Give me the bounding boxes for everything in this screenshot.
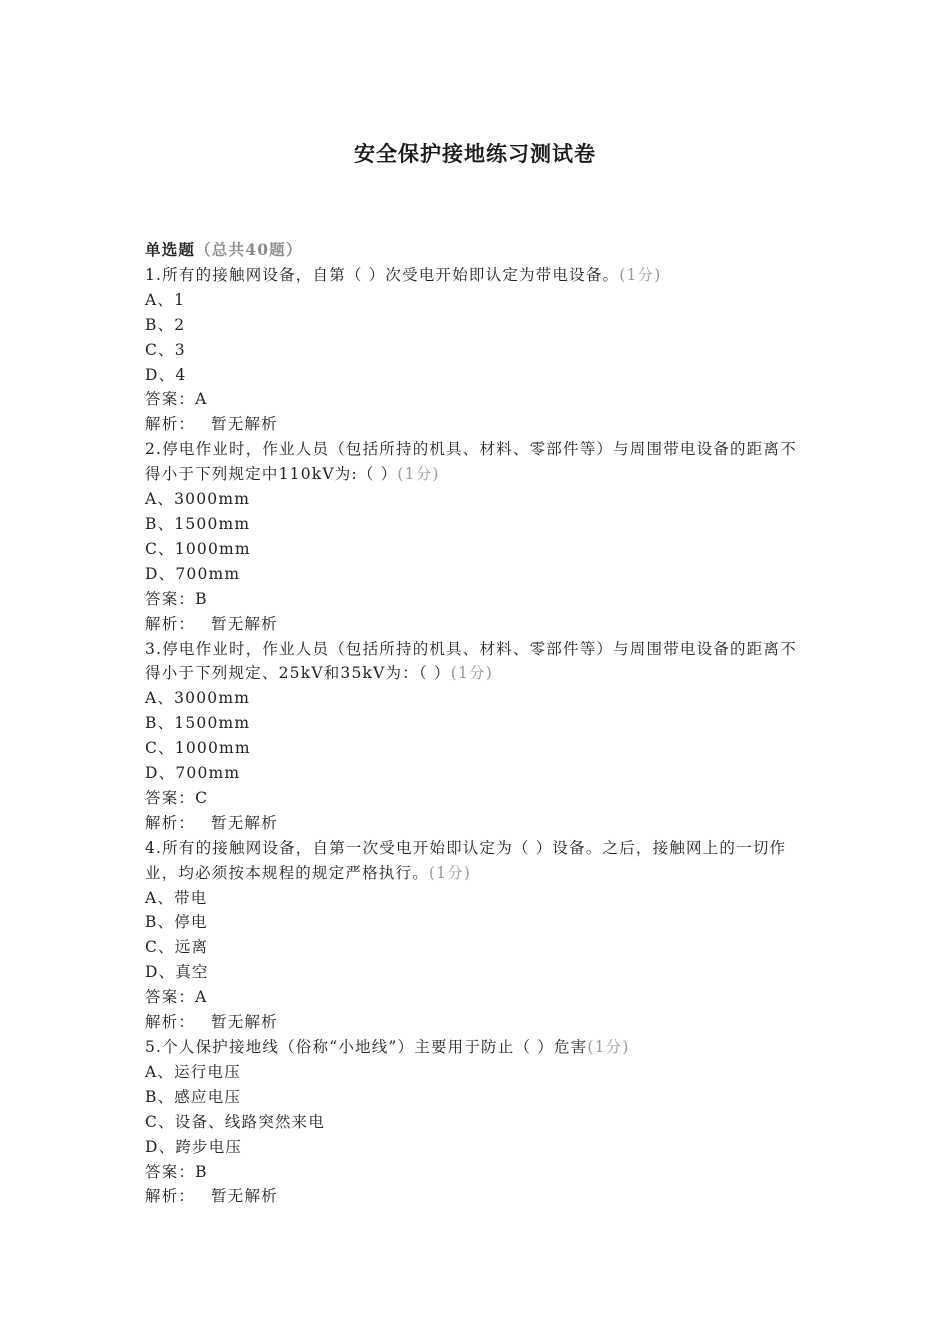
analysis-line bbox=[145, 612, 810, 637]
answer-value: A bbox=[195, 390, 208, 409]
question-score: (1分) bbox=[397, 465, 440, 484]
analysis-label: 解析： bbox=[145, 415, 196, 434]
option-d: D、700mm bbox=[145, 764, 241, 783]
analysis-label: 解析： bbox=[145, 614, 196, 633]
option-a: A、1 bbox=[145, 290, 186, 309]
answer-line bbox=[145, 587, 810, 612]
document-title: 安全保护接地练习测试卷 bbox=[354, 141, 596, 166]
answer-label: 答案： bbox=[145, 788, 196, 807]
option-d: D、4 bbox=[145, 365, 187, 384]
answer-line bbox=[145, 786, 810, 811]
question-list bbox=[145, 238, 810, 1209]
option-c: C、远离 bbox=[145, 938, 209, 957]
option-a: A、带电 bbox=[145, 888, 208, 907]
answer-label: 答案： bbox=[145, 390, 196, 409]
analysis-value: 暂无解析 bbox=[211, 614, 278, 633]
question-block bbox=[145, 263, 810, 437]
section-header bbox=[145, 238, 810, 263]
question-stem: 2.停电作业时，作业人员（包括所持的机具、材料、零部件等）与周围带电设备的距离不得小于下列规定中110kV为:（ ） bbox=[145, 440, 797, 484]
question-block bbox=[145, 1035, 810, 1209]
question-stem: 5.个人保护接地线（俗称“小地线”）主要用于防止（ ）危害 bbox=[145, 1038, 588, 1056]
answer-value: B bbox=[195, 589, 208, 608]
section-count: （总共40题） bbox=[195, 240, 303, 259]
analysis-value: 暂无解析 bbox=[211, 415, 278, 434]
analysis-value: 暂无解析 bbox=[211, 1013, 278, 1032]
option-a: A、3000mm bbox=[145, 689, 251, 708]
question-score: (1分) bbox=[587, 1038, 630, 1056]
question-score: (1分) bbox=[619, 265, 662, 284]
option-c: C、1000mm bbox=[145, 739, 251, 758]
question-block bbox=[145, 637, 810, 836]
option-b: B、2 bbox=[145, 315, 186, 334]
answer-line bbox=[145, 1160, 810, 1185]
option-a: A、3000mm bbox=[145, 490, 251, 509]
option-b: B、感应电压 bbox=[145, 1087, 242, 1106]
question-text bbox=[145, 637, 810, 687]
analysis-line bbox=[145, 1010, 810, 1035]
analysis-line bbox=[145, 412, 810, 437]
question-score: (1分) bbox=[450, 664, 493, 683]
answer-line bbox=[145, 387, 810, 412]
analysis-line bbox=[145, 1184, 810, 1209]
question-text bbox=[145, 1035, 810, 1060]
question-stem: 4.所有的接触网设备，自第一次受电开始即认定为（ ）设备。之后，接触网上的一切作业，均必须按本规程的规定严格执行。 bbox=[145, 838, 787, 882]
question-block bbox=[145, 437, 810, 636]
option-b: B、停电 bbox=[145, 913, 208, 932]
option-d: D、跨步电压 bbox=[145, 1137, 243, 1156]
option-c: C、1000mm bbox=[145, 539, 251, 558]
analysis-label: 解析： bbox=[145, 1187, 196, 1206]
question-text bbox=[145, 437, 810, 487]
analysis-label: 解析： bbox=[145, 1013, 196, 1032]
question-stem: 3.停电作业时，作业人员（包括所持的机具、材料、零部件等）与周围带电设备的距离不得小于下列规定、25kV和35kV为：（ ） bbox=[145, 639, 797, 683]
analysis-value: 暂无解析 bbox=[211, 1187, 278, 1206]
section-label: 单选题 bbox=[145, 240, 196, 259]
answer-value: A bbox=[195, 988, 208, 1007]
question-block bbox=[145, 836, 810, 1035]
question-score: (1分) bbox=[428, 863, 472, 882]
option-b: B、1500mm bbox=[145, 714, 251, 733]
question-text bbox=[145, 836, 810, 886]
option-b: B、1500mm bbox=[145, 514, 251, 533]
option-c: C、设备、线路突然来电 bbox=[145, 1112, 326, 1131]
answer-label: 答案： bbox=[145, 1162, 196, 1181]
answer-label: 答案： bbox=[145, 589, 196, 608]
option-a: A、运行电压 bbox=[145, 1062, 241, 1081]
analysis-value: 暂无解析 bbox=[211, 813, 278, 832]
analysis-line bbox=[145, 811, 810, 836]
option-d: D、700mm bbox=[145, 564, 241, 583]
option-c: C、3 bbox=[145, 340, 186, 359]
option-d: D、真空 bbox=[145, 963, 209, 982]
question-stem: 1.所有的接触网设备，自第（ ）次受电开始即认定为带电设备。 bbox=[145, 265, 620, 284]
analysis-label: 解析： bbox=[145, 813, 196, 832]
answer-label: 答案： bbox=[145, 988, 196, 1007]
question-text bbox=[145, 263, 810, 288]
answer-value: B bbox=[195, 1162, 208, 1181]
answer-line bbox=[145, 985, 810, 1010]
answer-value: C bbox=[195, 788, 209, 807]
